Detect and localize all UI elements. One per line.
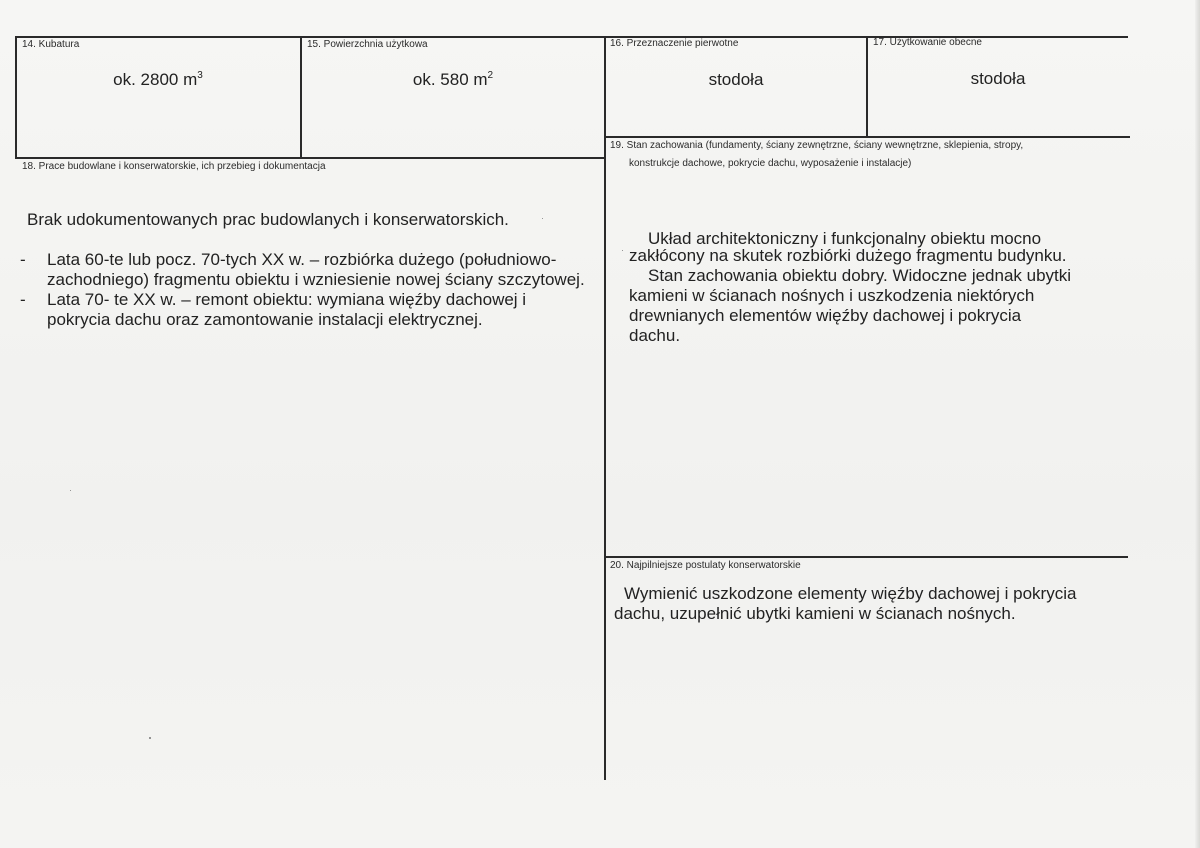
postulaty-line-1: Wymienić uszkodzone elementy więźby dachowej i pokrycia (624, 584, 1077, 603)
stan-line-3: Stan zachowania obiektu dobry. Widoczne jednak ubytki (648, 266, 1072, 285)
prace-item-1-line-2: zachodniego) fragmentu obiektu i wzniesienie nowej ściany szczytowej. (47, 270, 585, 289)
stan-line-6: dachu. (629, 326, 681, 345)
prace-item-1-bullet: - (20, 250, 26, 269)
powierzchnia-value (302, 70, 604, 90)
uzytkowanie-value: stodoła (970, 69, 1026, 88)
powierzchnia-value-text: ok. 580 m (412, 70, 488, 89)
powierzchnia-label: 15. Powierzchnia użytkowa (307, 39, 428, 50)
rule-left-top (15, 36, 17, 159)
stan-label-line-2: konstrukcje dachowe, pokrycie dachu, wyposażenie i instalacje) (629, 158, 912, 169)
przeznaczenie-label: 16. Przeznaczenie pierwotne (610, 38, 739, 49)
powierzchnia-exponent: 2 (487, 70, 494, 81)
stan-label-line-1: 19. Stan zachowania (fundamenty, ściany zewnętrzne, ściany wewnętrzne, sklepienia, stropy, (610, 140, 1024, 151)
stan-line-1: Układ architektoniczny i funkcjonalny obiektu mocno (648, 229, 1042, 248)
prace-item-2-line-2: pokrycia dachu oraz zamontowanie instalacji elektrycznej. (47, 310, 483, 329)
scan-edge (1195, 0, 1200, 848)
rule-row-20 (604, 556, 1128, 558)
stan-line-2: zakłócony na skutek rozbiórki dużego fragmentu budynku. (629, 246, 1067, 265)
kubatura-exponent: 3 (197, 70, 203, 81)
scan-speck (622, 250, 623, 251)
uzytkowanie-label: 17. Użytkowanie obecne (873, 37, 982, 48)
przeznaczenie-value: stodoła (708, 70, 764, 89)
rule-row-19 (604, 136, 1130, 138)
postulaty-line-2: dachu, uzupełnić ubytki kamieni w ścianach nośnych. (614, 604, 1016, 623)
prace-intro: Brak udokumentowanych prac budowlanych i konserwatorskich. (27, 210, 509, 229)
scan-speck (542, 218, 543, 219)
stan-line-5: drewnianych elementów więźby dachowej i pokrycia (629, 306, 1022, 325)
rule-col-center (604, 36, 606, 780)
prace-item-2-bullet: - (20, 290, 26, 309)
prace-label: 18. Prace budowlane i konserwatorskie, ich przebieg i dokumentacja (22, 161, 326, 172)
postulaty-label: 20. Najpilniejsze postulaty konserwatorskie (610, 560, 801, 571)
prace-item-2-line-1: Lata 70- te XX w. – remont obiektu: wymiana więźby dachowej i (47, 290, 527, 309)
kubatura-value (16, 70, 300, 90)
stan-line-4: kamieni w ścianach nośnych i uszkodzenia niektórych (629, 286, 1035, 305)
prace-item-1-line-1: Lata 60-te lub pocz. 70-tych XX w. – rozbiórka dużego (południowo- (47, 250, 557, 269)
kubatura-label: 14. Kubatura (22, 39, 80, 50)
scan-speck (70, 490, 71, 491)
scan-speck (149, 737, 151, 739)
rule-row-18 (15, 157, 605, 159)
kubatura-value-text: ok. 2800 m (113, 70, 198, 89)
rule-col-14-15 (300, 36, 302, 158)
